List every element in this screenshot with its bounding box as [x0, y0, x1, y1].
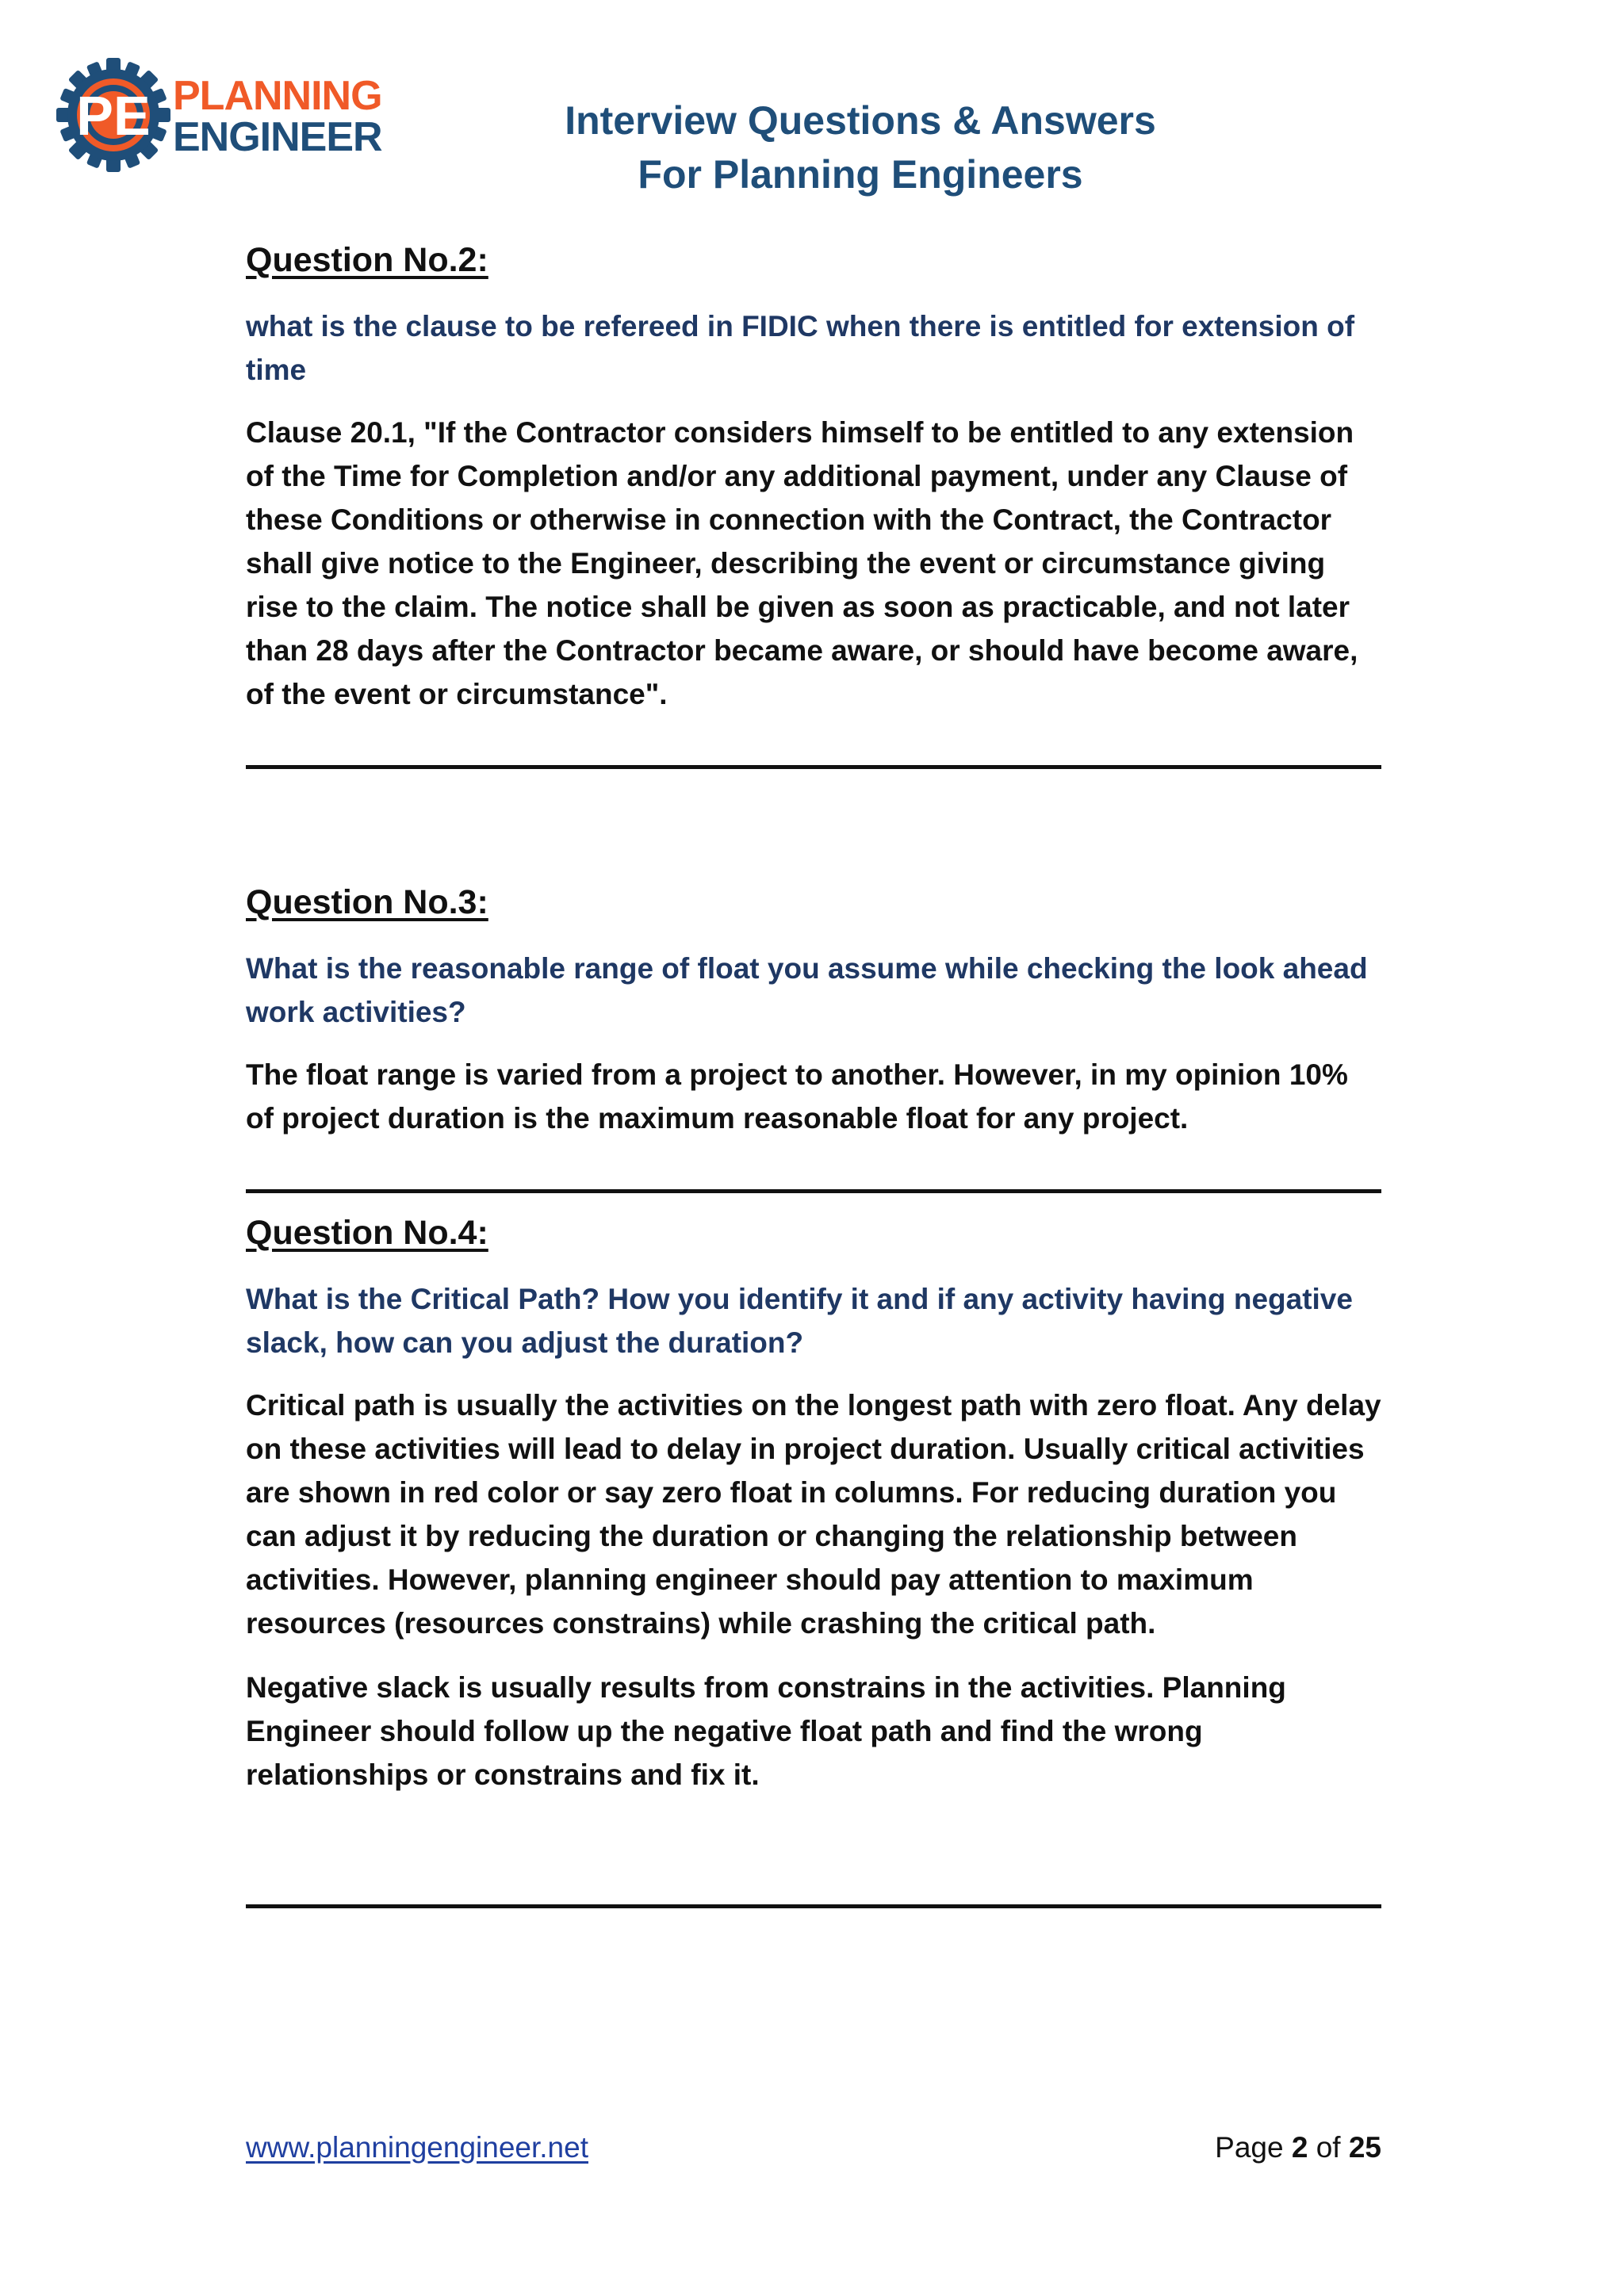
question-section-2	[246, 238, 1381, 716]
question-heading: Question No.3:	[246, 883, 488, 921]
question-text: What is the Critical Path? How you identify it and if any activity having negative slack, how can you adjust the duration?	[246, 1283, 1353, 1359]
website-link[interactable]: www.planningengineer.net	[246, 2131, 588, 2164]
planning-engineer-logo	[54, 55, 395, 174]
section-divider	[246, 1904, 1381, 1908]
document-header-title	[444, 94, 1277, 201]
answer-paragraph: Negative slack is usually results from constrains in the activities. Planning Engineer should follow up the negative float path and find the wrong relationships or constrains and fix it.	[246, 1671, 1286, 1791]
document-content	[246, 238, 1381, 1908]
gear-logo-icon	[54, 55, 395, 174]
logo-word-planning: PLANNING	[173, 73, 382, 119]
page-current: 2	[1291, 2131, 1308, 2164]
answer-paragraph: The float range is varied from a project to another. However, in my opinion 10% of project duration is the maximum reasonable float for any project.	[246, 1058, 1348, 1135]
question-heading: Question No.4:	[246, 1214, 488, 1252]
page-total: 25	[1348, 2131, 1381, 2164]
question-section-3	[246, 880, 1381, 1140]
page-label: Page	[1215, 2131, 1284, 2164]
section-divider	[246, 1189, 1381, 1193]
question-heading: Question No.2:	[246, 241, 488, 279]
page-of: of	[1316, 2131, 1341, 2164]
answer-paragraph: Critical path is usually the activities on the longest path with zero float. Any delay on these activities will lead to delay in project duration. Usually critical activities are shown in red color or say zero float in columns. For reducing duration you can adjust it by reducing the duration or changing the relationship between activities. However, planning engineer should pay attention to maximum resources (resources constrains) while crashing the critical path.	[246, 1389, 1381, 1640]
question-text: What is the reasonable range of float you assume while checking the look ahead work activities?	[246, 952, 1368, 1028]
header-title-line-1: Interview Questions & Answers	[565, 98, 1156, 143]
page-number	[1215, 2131, 1381, 2164]
logo-word-engineer: ENGINEER	[173, 114, 382, 160]
question-section-4	[246, 1211, 1381, 1797]
question-text: what is the clause to be refereed in FIDIC when there is entitled for extension of time	[246, 310, 1355, 386]
answer-paragraph: Clause 20.1, "If the Contractor considers himself to be entitled to any extension of the Time for Completion and/or any additional payment, under any Clause of these Conditions or otherwise in connection with the Contract, the Contractor shall give notice to the Engineer, describing the event or circumstance giving rise to the claim. The notice shall be given as soon as practicable, and not later than 28 days after the Contractor became aware, or should have become aware, of the event or circumstance".	[246, 416, 1358, 710]
svg-text:PE: PE	[76, 85, 151, 147]
section-divider	[246, 765, 1381, 769]
header-title-line-2: For Planning Engineers	[638, 152, 1083, 197]
